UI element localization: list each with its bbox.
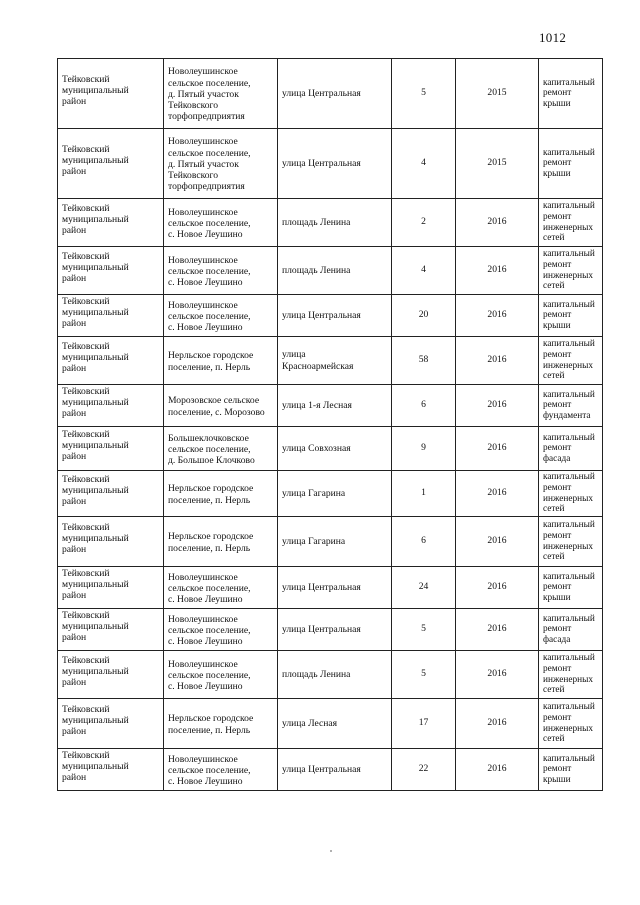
- table-row: [58, 129, 603, 199]
- year-cell-text: 2016: [487, 441, 507, 453]
- district-cell-text: Тейковский муниципальный район: [62, 567, 129, 602]
- year-cell: [456, 337, 539, 385]
- settlement-cell: [164, 247, 278, 295]
- district-cell: [58, 385, 164, 427]
- settlement-cell: [164, 129, 278, 199]
- street-cell-text: улица Красноармейская: [282, 349, 354, 372]
- year-cell-text: 2016: [487, 762, 507, 774]
- district-cell: [58, 59, 164, 129]
- street-cell: [278, 609, 392, 651]
- house-number-cell: [392, 749, 456, 791]
- table-row: [58, 247, 603, 295]
- district-cell: [58, 337, 164, 385]
- repair-schedule-table: [57, 58, 603, 791]
- work-type-cell-text: капитальный ремонт инженерных сетей: [543, 520, 595, 563]
- scan-speck: [330, 850, 332, 852]
- street-cell: [278, 471, 392, 517]
- year-cell: [456, 699, 539, 749]
- work-type-cell: [539, 567, 603, 609]
- work-type-cell: [539, 651, 603, 699]
- street-cell: [278, 517, 392, 567]
- district-cell-text: Тейковский муниципальный район: [62, 295, 129, 330]
- work-type-cell: [539, 247, 603, 295]
- year-cell: [456, 385, 539, 427]
- district-cell-text: Тейковский муниципальный район: [62, 521, 129, 556]
- street-cell-text: площадь Ленина: [282, 668, 351, 680]
- work-type-cell: [539, 385, 603, 427]
- year-cell: [456, 247, 539, 295]
- settlement-cell: [164, 749, 278, 791]
- street-cell: [278, 129, 392, 199]
- house-number-cell-text: 24: [418, 580, 429, 592]
- district-cell: [58, 517, 164, 567]
- house-number-cell: [392, 427, 456, 471]
- street-cell: [278, 59, 392, 129]
- house-number-cell: [392, 295, 456, 337]
- work-type-cell: [539, 749, 603, 791]
- district-cell-text: Тейковский муниципальный район: [62, 143, 129, 178]
- house-number-cell: [392, 699, 456, 749]
- house-number-cell: [392, 59, 456, 129]
- work-type-cell-text: капитальный ремонт инженерных сетей: [543, 249, 595, 292]
- district-cell-text: Тейковский муниципальный район: [62, 703, 129, 738]
- table-row: [58, 427, 603, 471]
- district-cell-text: Тейковский муниципальный район: [62, 250, 129, 285]
- table-row: [58, 337, 603, 385]
- house-number-cell-text: 5: [421, 667, 426, 679]
- work-type-cell-text: капитальный ремонт инженерных сетей: [543, 653, 595, 696]
- year-cell: [456, 517, 539, 567]
- house-number-cell-text: 17: [418, 716, 429, 728]
- house-number-cell-text: 6: [421, 398, 426, 410]
- street-cell-text: улица Центральная: [282, 157, 361, 169]
- house-number-cell: [392, 337, 456, 385]
- settlement-cell: [164, 517, 278, 567]
- year-cell: [456, 609, 539, 651]
- house-number-cell-text: 4: [421, 263, 426, 275]
- work-type-cell-text: капитальный ремонт фасада: [543, 613, 595, 645]
- settlement-cell-text: Новолеушинское сельское поселение, с. Новое Леушино: [168, 299, 251, 334]
- street-cell: [278, 337, 392, 385]
- settlement-cell-text: Нерльское городское поселение, п. Нерль: [168, 531, 254, 554]
- district-cell-text: Тейковский муниципальный район: [62, 202, 129, 237]
- street-cell-text: улица Гагарина: [282, 535, 346, 547]
- year-cell: [456, 471, 539, 517]
- work-type-cell: [539, 609, 603, 651]
- settlement-cell: [164, 651, 278, 699]
- settlement-cell: [164, 471, 278, 517]
- settlement-cell: [164, 699, 278, 749]
- house-number-cell: [392, 385, 456, 427]
- year-cell: [456, 59, 539, 129]
- year-cell: [456, 129, 539, 199]
- district-cell: [58, 749, 164, 791]
- table-body: [58, 59, 603, 791]
- district-cell: [58, 651, 164, 699]
- work-type-cell-text: капитальный ремонт фасада: [543, 432, 595, 464]
- district-cell-text: Тейковский муниципальный район: [62, 428, 129, 463]
- district-cell: [58, 199, 164, 247]
- table-row: [58, 699, 603, 749]
- settlement-cell-text: Новолеушинское сельское поселение, с. Новое Леушино: [168, 753, 251, 788]
- street-cell-text: улица Гагарина: [282, 487, 346, 499]
- work-type-cell: [539, 59, 603, 129]
- year-cell-text: 2016: [487, 667, 507, 679]
- year-cell: [456, 567, 539, 609]
- year-cell-text: 2016: [487, 215, 507, 227]
- year-cell: [456, 295, 539, 337]
- settlement-cell-text: Нерльское городское поселение, п. Нерль: [168, 350, 254, 373]
- settlement-cell-text: Новолеушинское сельское поселение, с. Новое Леушино: [168, 613, 251, 648]
- house-number-cell: [392, 247, 456, 295]
- district-cell: [58, 699, 164, 749]
- year-cell-text: 2016: [487, 580, 507, 592]
- district-cell-text: Тейковский муниципальный район: [62, 749, 129, 784]
- street-cell: [278, 749, 392, 791]
- street-cell: [278, 427, 392, 471]
- table-row: [58, 59, 603, 129]
- street-cell-text: улица Центральная: [282, 763, 361, 775]
- house-number-cell: [392, 471, 456, 517]
- house-number-cell-text: 9: [421, 441, 426, 453]
- district-cell-text: Тейковский муниципальный район: [62, 73, 129, 108]
- settlement-cell: [164, 337, 278, 385]
- settlement-cell: [164, 427, 278, 471]
- table-row: [58, 517, 603, 567]
- work-type-cell-text: капитальный ремонт инженерных сетей: [543, 201, 595, 244]
- district-cell-text: Тейковский муниципальный район: [62, 340, 129, 375]
- street-cell-text: улица 1-я Лесная: [282, 399, 352, 411]
- house-number-cell: [392, 199, 456, 247]
- settlement-cell: [164, 295, 278, 337]
- work-type-cell-text: капитальный ремонт инженерных сетей: [543, 702, 595, 745]
- street-cell: [278, 567, 392, 609]
- year-cell-text: 2016: [487, 716, 507, 728]
- street-cell-text: улица Центральная: [282, 87, 361, 99]
- year-cell-text: 2016: [487, 353, 507, 365]
- house-number-cell: [392, 609, 456, 651]
- work-type-cell-text: капитальный ремонт фундамента: [543, 389, 595, 421]
- settlement-cell: [164, 609, 278, 651]
- district-cell-text: Тейковский муниципальный район: [62, 473, 129, 508]
- year-cell: [456, 749, 539, 791]
- street-cell: [278, 247, 392, 295]
- table-row: [58, 651, 603, 699]
- table-row: [58, 199, 603, 247]
- street-cell: [278, 385, 392, 427]
- house-number-cell: [392, 651, 456, 699]
- table-row: [58, 471, 603, 517]
- district-cell: [58, 567, 164, 609]
- table-row: [58, 609, 603, 651]
- house-number-cell-text: 1: [421, 486, 426, 498]
- settlement-cell: [164, 199, 278, 247]
- year-cell-text: 2016: [487, 263, 507, 275]
- district-cell: [58, 295, 164, 337]
- year-cell: [456, 651, 539, 699]
- street-cell-text: площадь Ленина: [282, 264, 351, 276]
- work-type-cell: [539, 517, 603, 567]
- year-cell-text: 2015: [487, 86, 507, 98]
- settlement-cell-text: Новолеушинское сельское поселение, с. Новое Леушино: [168, 571, 251, 606]
- street-cell-text: улица Совхозная: [282, 442, 351, 454]
- work-type-cell: [539, 295, 603, 337]
- table-row: [58, 295, 603, 337]
- street-cell-text: улица Центральная: [282, 309, 361, 321]
- house-number-cell: [392, 567, 456, 609]
- settlement-cell-text: Новолеушинское сельское поселение, д. Пятый участок Тейковского торфопредприятия: [168, 136, 251, 193]
- settlement-cell-text: Новолеушинское сельское поселение, с. Новое Леушино: [168, 254, 251, 289]
- district-cell-text: Тейковский муниципальный район: [62, 654, 129, 689]
- work-type-cell: [539, 427, 603, 471]
- district-cell: [58, 427, 164, 471]
- year-cell-text: 2016: [487, 308, 507, 320]
- settlement-cell-text: Большеклочковское сельское поселение, д. Большое Клочково: [168, 432, 255, 467]
- settlement-cell-text: Новолеушинское сельское поселение, с. Новое Леушино: [168, 658, 251, 693]
- district-cell: [58, 471, 164, 517]
- year-cell-text: 2016: [487, 534, 507, 546]
- work-type-cell-text: капитальный ремонт крыши: [543, 299, 595, 331]
- settlement-cell-text: Нерльское городское поселение, п. Нерль: [168, 713, 254, 736]
- street-cell: [278, 295, 392, 337]
- work-type-cell-text: капитальный ремонт крыши: [543, 571, 595, 603]
- year-cell: [456, 427, 539, 471]
- year-cell-text: 2016: [487, 622, 507, 634]
- street-cell-text: улица Центральная: [282, 581, 361, 593]
- street-cell: [278, 699, 392, 749]
- work-type-cell-text: капитальный ремонт крыши: [543, 77, 595, 109]
- table-row: [58, 567, 603, 609]
- work-type-cell-text: капитальный ремонт инженерных сетей: [543, 472, 595, 515]
- settlement-cell-text: Новолеушинское сельское поселение, д. Пятый участок Тейковского торфопредприятия: [168, 66, 251, 123]
- house-number-cell-text: 4: [421, 156, 426, 168]
- table-row: [58, 749, 603, 791]
- district-cell: [58, 247, 164, 295]
- house-number-cell-text: 2: [421, 215, 426, 227]
- house-number-cell-text: 5: [421, 86, 426, 98]
- house-number-cell: [392, 517, 456, 567]
- house-number-cell: [392, 129, 456, 199]
- year-cell-text: 2015: [487, 156, 507, 168]
- work-type-cell: [539, 337, 603, 385]
- work-type-cell-text: капитальный ремонт крыши: [543, 147, 595, 179]
- page-number: 1012: [539, 30, 567, 45]
- settlement-cell: [164, 385, 278, 427]
- work-type-cell: [539, 699, 603, 749]
- street-cell-text: улица Центральная: [282, 623, 361, 635]
- district-cell: [58, 609, 164, 651]
- house-number-cell-text: 5: [421, 622, 426, 634]
- street-cell-text: площадь Ленина: [282, 216, 351, 228]
- settlement-cell: [164, 59, 278, 129]
- work-type-cell: [539, 471, 603, 517]
- house-number-cell-text: 6: [421, 534, 426, 546]
- settlement-cell-text: Нерльское городское поселение, п. Нерль: [168, 483, 254, 506]
- street-cell: [278, 199, 392, 247]
- house-number-cell-text: 58: [418, 353, 429, 365]
- settlement-cell: [164, 567, 278, 609]
- street-cell-text: улица Лесная: [282, 717, 338, 729]
- settlement-cell-text: Морозовское сельское поселение, с. Морозово: [168, 395, 265, 418]
- table-row: [58, 385, 603, 427]
- house-number-cell-text: 20: [418, 308, 429, 320]
- district-cell: [58, 129, 164, 199]
- work-type-cell-text: капитальный ремонт инженерных сетей: [543, 339, 595, 382]
- work-type-cell: [539, 199, 603, 247]
- year-cell-text: 2016: [487, 398, 507, 410]
- house-number-cell-text: 22: [418, 762, 429, 774]
- year-cell-text: 2016: [487, 486, 507, 498]
- year-cell: [456, 199, 539, 247]
- work-type-cell-text: капитальный ремонт крыши: [543, 753, 595, 785]
- district-cell-text: Тейковский муниципальный район: [62, 609, 129, 644]
- settlement-cell-text: Новолеушинское сельское поселение, с. Новое Леушино: [168, 206, 251, 241]
- district-cell-text: Тейковский муниципальный район: [62, 385, 129, 420]
- work-type-cell: [539, 129, 603, 199]
- street-cell: [278, 651, 392, 699]
